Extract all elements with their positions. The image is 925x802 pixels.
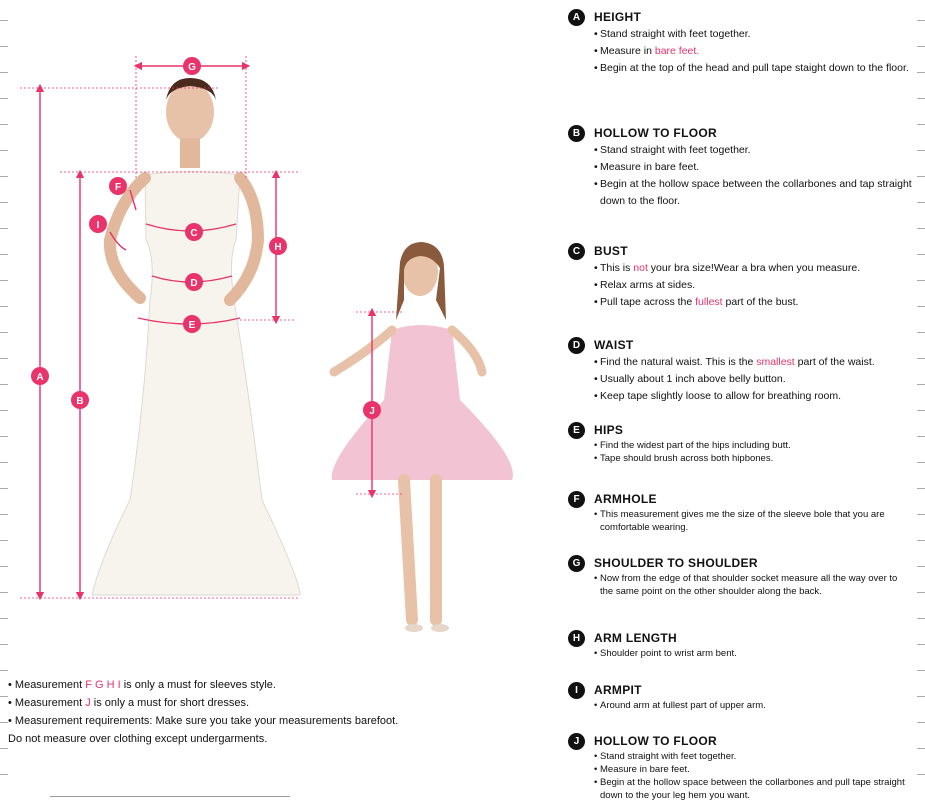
label-E bbox=[183, 315, 201, 333]
highlight-text: not bbox=[633, 262, 648, 274]
ruler-tick bbox=[917, 436, 925, 437]
text-run: Relax arms at sides. bbox=[600, 279, 696, 291]
bullet-item bbox=[568, 60, 913, 77]
bullet-item bbox=[568, 508, 913, 534]
svg-text:I: I bbox=[96, 220, 100, 231]
ruler-tick bbox=[917, 72, 925, 73]
text-run: Shoulder point to wrist arm bent. bbox=[600, 648, 737, 659]
ruler-tick bbox=[917, 280, 925, 281]
svg-text:B: B bbox=[76, 396, 84, 407]
label-I bbox=[89, 215, 107, 233]
letter-badge-icon: F bbox=[568, 491, 585, 508]
text-run: Do not measure over clothing except undergarments. bbox=[8, 733, 268, 745]
text-run: your bra size!Wear a bra when you measure. bbox=[647, 262, 861, 274]
letter-badge-icon: C bbox=[568, 243, 585, 260]
text-run: Begin at the hollow space between the collarbones and pull tape straight down to the your leg hem you want. bbox=[600, 777, 905, 801]
bullet-item bbox=[568, 371, 913, 388]
svg-text:F: F bbox=[114, 182, 122, 193]
ruler-tick bbox=[917, 202, 925, 203]
section-header bbox=[568, 554, 913, 572]
letter-badge-icon: B bbox=[568, 125, 585, 142]
section-f bbox=[568, 490, 913, 534]
bottom-divider bbox=[50, 796, 290, 800]
bullet-text bbox=[590, 508, 913, 534]
text-run: Tape should brush across both hipbones. bbox=[600, 453, 774, 464]
bullet-item bbox=[568, 294, 913, 311]
svg-text:J: J bbox=[369, 406, 375, 417]
letter-badge-icon: D bbox=[568, 337, 585, 354]
ruler-tick bbox=[917, 20, 925, 21]
bullet-text bbox=[590, 776, 913, 802]
text-run: Measure in bare feet. bbox=[600, 161, 700, 173]
section-header bbox=[568, 490, 913, 508]
ruler-tick bbox=[917, 644, 925, 645]
bullet-text bbox=[590, 763, 913, 776]
ruler-tick bbox=[917, 696, 925, 697]
ruler-tick bbox=[917, 410, 925, 411]
ruler-tick bbox=[917, 540, 925, 541]
bullet-item bbox=[568, 26, 913, 43]
bullet-text bbox=[590, 439, 913, 452]
ruler-tick bbox=[917, 566, 925, 567]
letter-badge-icon: A bbox=[568, 9, 585, 26]
bullet-item bbox=[568, 176, 913, 210]
section-title: WAIST bbox=[594, 338, 634, 352]
bullet-text bbox=[590, 260, 913, 277]
section-b bbox=[568, 124, 913, 210]
highlight-text: bare feet. bbox=[654, 45, 700, 57]
section-g bbox=[568, 554, 913, 598]
text-run: Keep tape slightly loose to allow for breathing room. bbox=[600, 390, 842, 402]
text-run: • Measurement requirements: Make sure you take your measurements barefoot. bbox=[8, 715, 399, 727]
ruler-tick bbox=[917, 592, 925, 593]
label-B bbox=[71, 391, 89, 409]
ruler-tick bbox=[917, 228, 925, 229]
bullet-item bbox=[568, 763, 913, 776]
ruler-tick bbox=[917, 98, 925, 99]
ruler-tick bbox=[917, 332, 925, 333]
ruler-tick bbox=[917, 748, 925, 749]
bullet-item bbox=[568, 260, 913, 277]
highlight-text: J bbox=[85, 697, 91, 709]
girl-figure bbox=[332, 242, 513, 632]
text-run: • Measurement bbox=[8, 697, 86, 709]
section-j bbox=[568, 732, 913, 802]
bride-figure bbox=[92, 78, 300, 595]
section-title: ARM LENGTH bbox=[594, 631, 677, 645]
text-run: Find the natural waist. This is the bbox=[600, 356, 757, 368]
text-run: Stand straight with feet together. bbox=[600, 144, 751, 156]
text-run: This is bbox=[600, 262, 634, 274]
ruler-tick bbox=[0, 670, 8, 671]
bullet-text bbox=[590, 371, 913, 388]
section-header bbox=[568, 124, 913, 142]
bullet-item bbox=[568, 452, 913, 465]
bullet-text bbox=[590, 43, 913, 60]
text-run: Now from the edge of that shoulder socket measure all the way over to the same point on the other shoulder along the back. bbox=[600, 573, 898, 597]
bullet-item bbox=[568, 699, 913, 712]
bullet-item bbox=[568, 647, 913, 660]
ruler-tick bbox=[917, 488, 925, 489]
section-header bbox=[568, 8, 913, 26]
ruler-tick bbox=[917, 462, 925, 463]
section-title: SHOULDER TO SHOULDER bbox=[594, 556, 758, 570]
svg-text:D: D bbox=[190, 278, 198, 289]
bullet-item bbox=[568, 43, 913, 60]
svg-text:E: E bbox=[188, 320, 196, 331]
text-run: part of the bust. bbox=[722, 296, 799, 308]
ruler-tick bbox=[917, 124, 925, 125]
ruler-tick bbox=[917, 618, 925, 619]
text-run: Find the widest part of the hips including butt. bbox=[600, 440, 791, 451]
note-line bbox=[8, 694, 558, 712]
text-run: Measure in bare feet. bbox=[600, 764, 690, 775]
bullet-text bbox=[590, 294, 913, 311]
bullet-text bbox=[590, 647, 913, 660]
text-run: • Measurement bbox=[8, 679, 86, 691]
bullet-text bbox=[590, 277, 913, 294]
text-run: part of the waist. bbox=[794, 356, 875, 368]
section-header bbox=[568, 681, 913, 699]
section-title: ARMPIT bbox=[594, 683, 642, 697]
section-title: BUST bbox=[594, 244, 628, 258]
bullet-item bbox=[568, 776, 913, 802]
bullet-text bbox=[590, 354, 913, 371]
bullet-item bbox=[568, 354, 913, 371]
bullet-text bbox=[590, 699, 913, 712]
letter-badge-icon: J bbox=[568, 733, 585, 750]
section-title: HOLLOW TO FLOOR bbox=[594, 734, 717, 748]
svg-text:H: H bbox=[274, 242, 282, 253]
section-title: HEIGHT bbox=[594, 10, 642, 24]
label-D bbox=[185, 273, 203, 291]
ruler-tick bbox=[917, 176, 925, 177]
text-run: Measure in bbox=[600, 45, 655, 57]
text-run: Begin at the hollow space between the collarbones and tap straight down to the floor. bbox=[600, 178, 912, 207]
svg-text:A: A bbox=[36, 372, 44, 383]
bullet-item bbox=[568, 750, 913, 763]
bullet-item bbox=[568, 388, 913, 405]
section-i bbox=[568, 681, 913, 712]
bullet-text bbox=[590, 750, 913, 763]
ruler-tick bbox=[0, 696, 8, 697]
bullet-item bbox=[568, 572, 913, 598]
letter-badge-icon: G bbox=[568, 555, 585, 572]
text-run: This measurement gives me the size of the sleeve bole that you are comfortable wearing. bbox=[600, 509, 885, 533]
text-run: Pull tape across the bbox=[600, 296, 696, 308]
letter-badge-icon: H bbox=[568, 630, 585, 647]
bullet-text bbox=[590, 142, 913, 159]
section-title: ARMHOLE bbox=[594, 492, 657, 506]
bullet-text bbox=[590, 176, 913, 210]
text-run: Stand straight with feet together. bbox=[600, 751, 737, 762]
bullet-item bbox=[568, 142, 913, 159]
ruler-tick bbox=[0, 774, 8, 775]
ruler-tick bbox=[917, 306, 925, 307]
text-run: Begin at the top of the head and pull tape staight down to the floor. bbox=[600, 62, 909, 74]
label-A bbox=[31, 367, 49, 385]
bullet-item bbox=[568, 439, 913, 452]
section-title: HIPS bbox=[594, 423, 624, 437]
ruler-tick bbox=[917, 722, 925, 723]
measurement-notes bbox=[8, 676, 558, 748]
note-line bbox=[8, 730, 558, 748]
note-line bbox=[8, 712, 558, 730]
label-G bbox=[183, 57, 201, 75]
section-e bbox=[568, 421, 913, 465]
ruler-tick bbox=[917, 384, 925, 385]
ruler-tick bbox=[0, 748, 8, 749]
text-run: Stand straight with feet together. bbox=[600, 28, 751, 40]
section-h bbox=[568, 629, 913, 660]
ruler-tick bbox=[0, 722, 8, 723]
section-header bbox=[568, 336, 913, 354]
bullet-item bbox=[568, 159, 913, 176]
bullet-text bbox=[590, 159, 913, 176]
section-c bbox=[568, 242, 913, 311]
ruler-tick bbox=[917, 670, 925, 671]
bullet-text bbox=[590, 26, 913, 43]
highlight-text: F G H I bbox=[85, 679, 121, 691]
bullet-item bbox=[568, 277, 913, 294]
ruler-tick bbox=[917, 514, 925, 515]
highlight-text: fullest bbox=[695, 296, 723, 308]
text-run: Around arm at fullest part of upper arm. bbox=[600, 700, 766, 711]
bullet-text bbox=[590, 388, 913, 405]
svg-text:G: G bbox=[188, 62, 196, 73]
section-title: HOLLOW TO FLOOR bbox=[594, 126, 717, 140]
bullet-text bbox=[590, 452, 913, 465]
section-d bbox=[568, 336, 913, 405]
bullet-text bbox=[590, 60, 913, 77]
svg-text:C: C bbox=[190, 228, 198, 239]
ruler-tick bbox=[917, 254, 925, 255]
letter-badge-icon: E bbox=[568, 422, 585, 439]
section-header bbox=[568, 421, 913, 439]
note-line bbox=[8, 676, 558, 694]
label-H bbox=[269, 237, 287, 255]
label-F bbox=[109, 177, 127, 195]
section-header bbox=[568, 242, 913, 260]
text-run: is only a must for short dresses. bbox=[90, 697, 250, 709]
text-run: is only a must for sleeves style. bbox=[120, 679, 276, 691]
ruler-tick bbox=[917, 774, 925, 775]
section-header bbox=[568, 629, 913, 647]
label-C bbox=[185, 223, 203, 241]
measurement-figures bbox=[0, 0, 560, 660]
highlight-text: smallest bbox=[756, 356, 795, 368]
ruler-tick bbox=[917, 358, 925, 359]
ruler-tick bbox=[917, 150, 925, 151]
ruler-tick bbox=[917, 46, 925, 47]
label-J bbox=[363, 401, 381, 419]
section-a bbox=[568, 8, 913, 77]
bullet-text bbox=[590, 572, 913, 598]
letter-badge-icon: I bbox=[568, 682, 585, 699]
section-header bbox=[568, 732, 913, 750]
text-run: Usually about 1 inch above belly button. bbox=[600, 373, 786, 385]
